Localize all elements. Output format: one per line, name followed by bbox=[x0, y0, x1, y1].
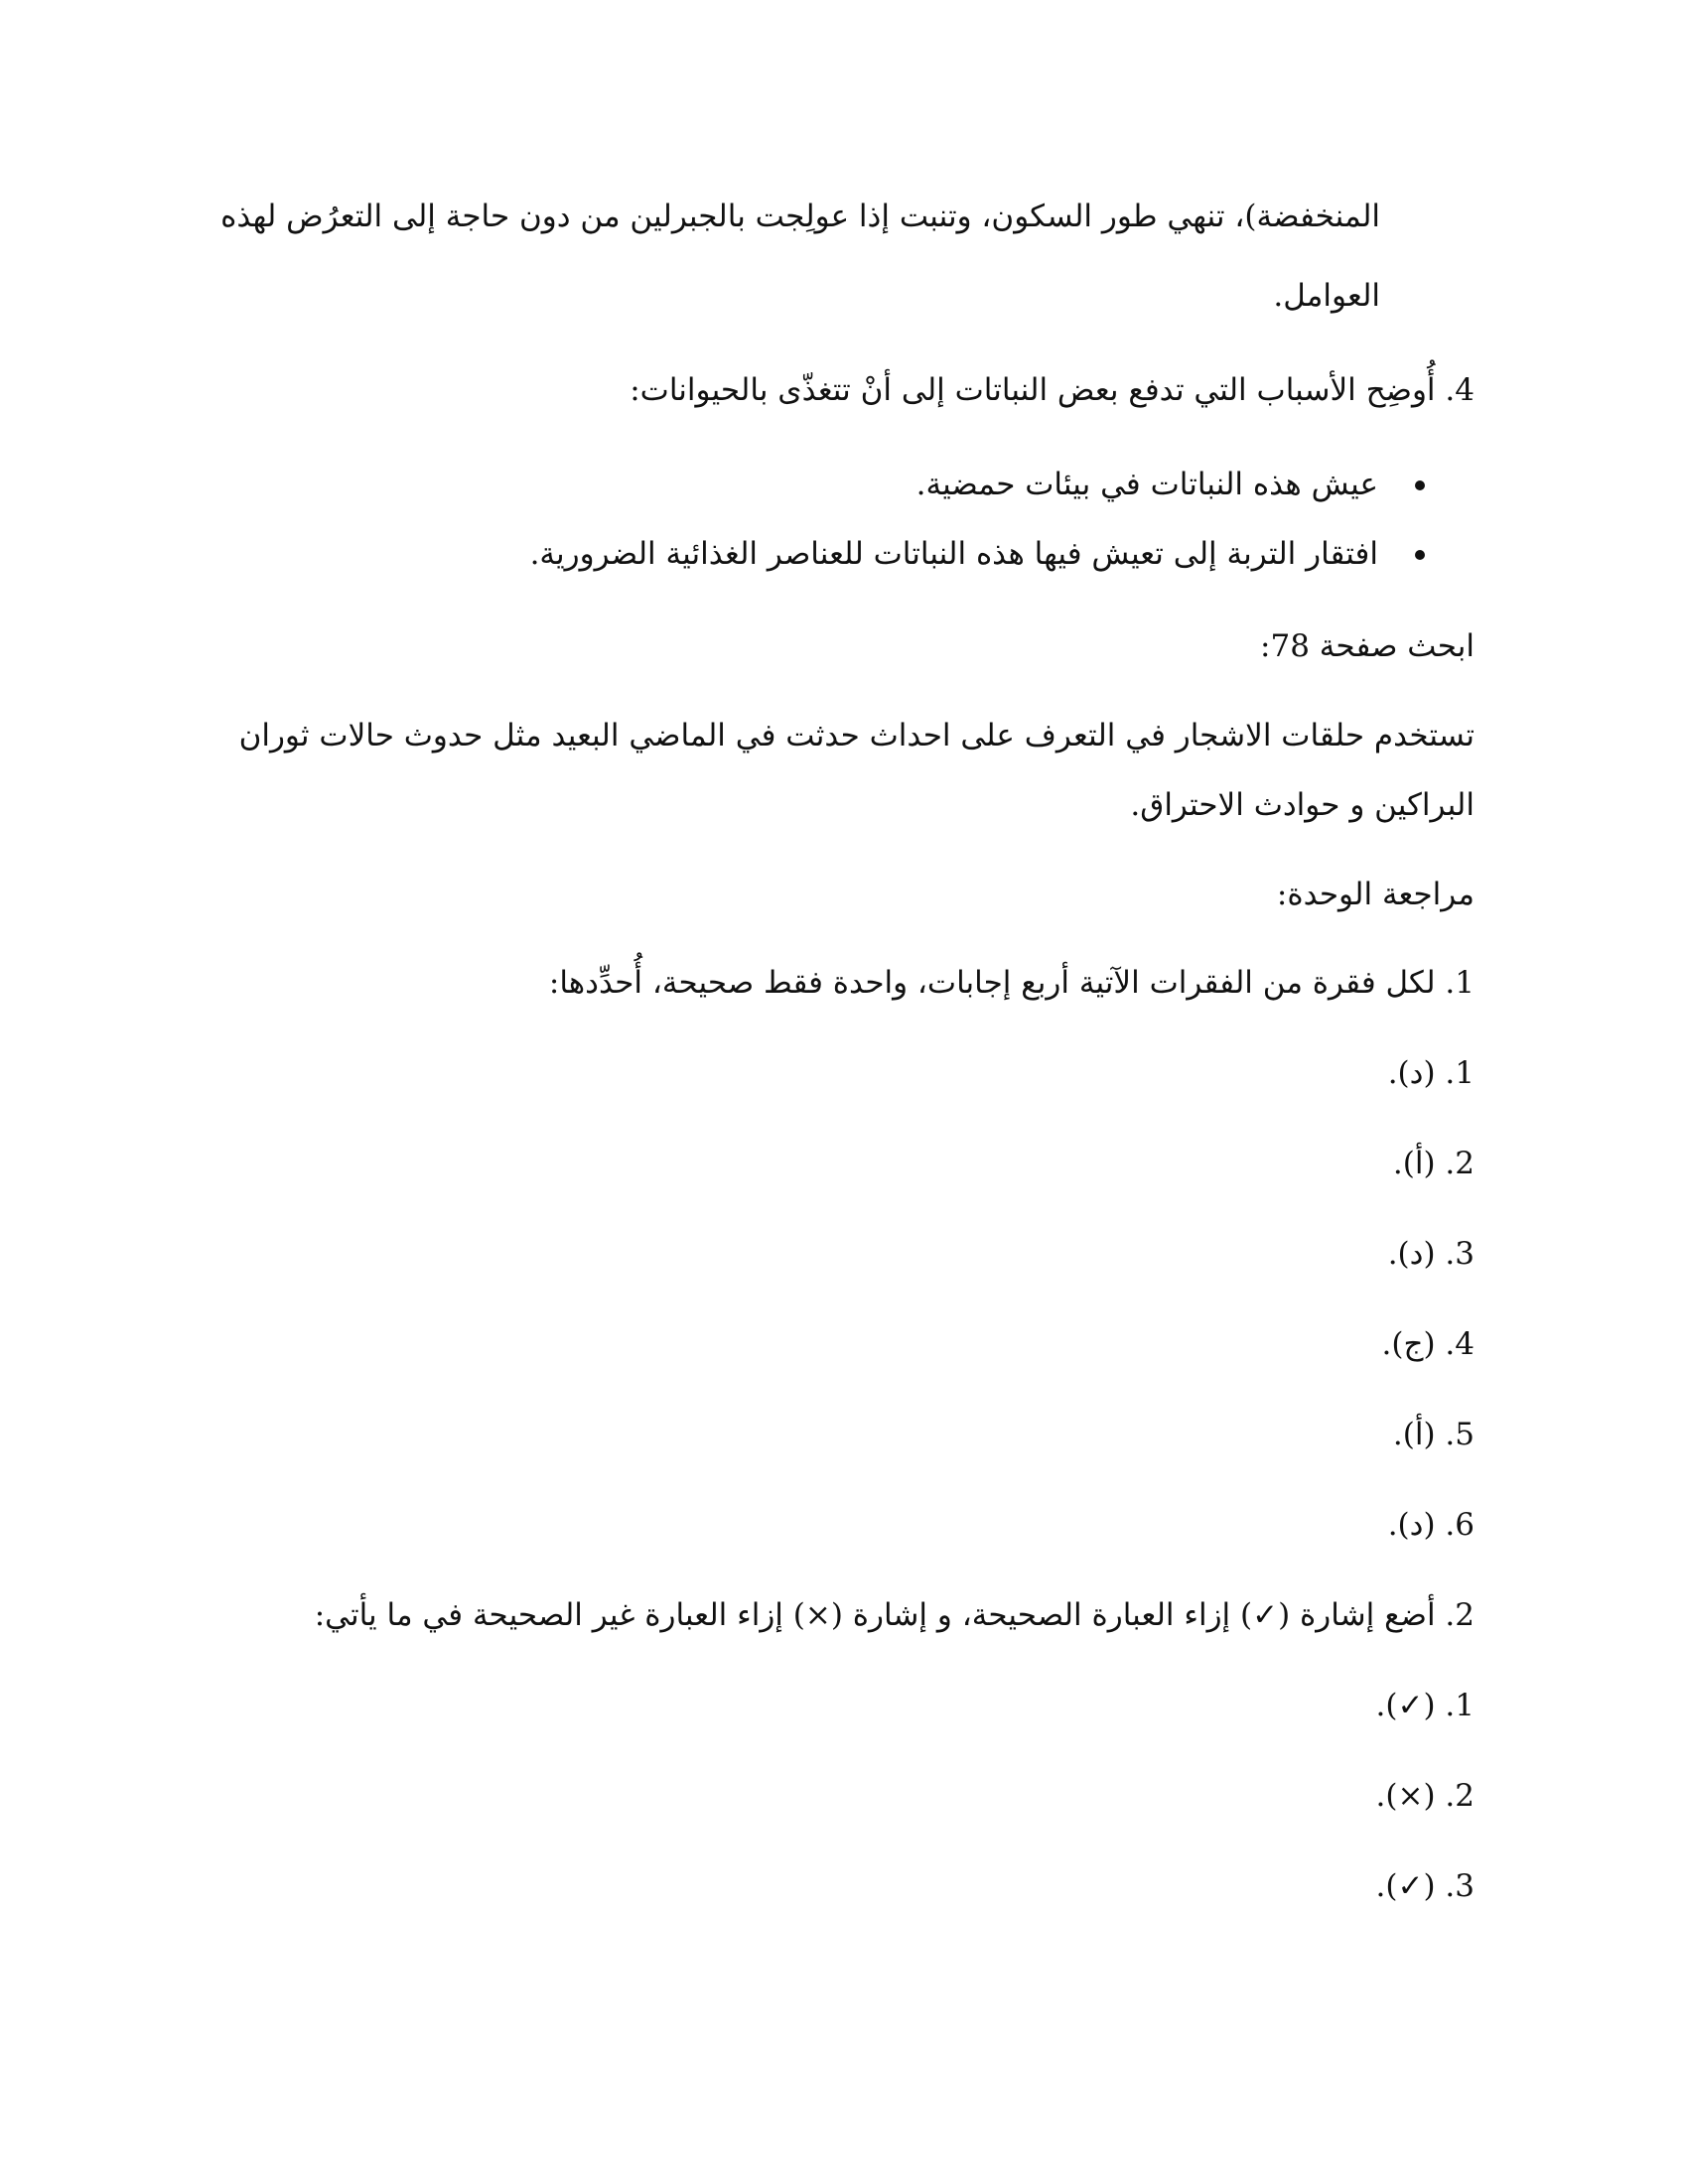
answer-1-2: 2. (أ). bbox=[1392, 1146, 1475, 1181]
answer-1-3: 3. (د). bbox=[1387, 1236, 1475, 1272]
answer-1-5: 5. (أ). bbox=[1392, 1417, 1475, 1452]
carryover-line-1: المنخفضة)، تنهي طور السكون، وتنبت إذا عولِجت بالجبرلين من دون حاجة إلى التعرُض لهذه bbox=[220, 199, 1380, 234]
search-line-1: تستخدم حلقات الاشجار في التعرف على احداث حدثت في الماضي البعيد مثل حدوث حالات ثوران bbox=[238, 718, 1475, 753]
answer-1-6: 6. (د). bbox=[1387, 1507, 1475, 1543]
answer-2-1: 1. (✓). bbox=[1375, 1688, 1475, 1723]
bullet-icon bbox=[1415, 480, 1425, 490]
search-line-2: البراكين و حوادث الاحتراق. bbox=[1130, 787, 1475, 823]
answer-2-2: 2. (×). bbox=[1375, 1778, 1475, 1814]
review-heading: مراجعة الوحدة: bbox=[1276, 877, 1475, 912]
answer-1-1: 1. (د). bbox=[1387, 1055, 1475, 1091]
answer-2-3: 3. (✓). bbox=[1375, 1868, 1475, 1904]
review-question-2-heading: 2. أضع إشارة (✓) إزاء العبارة الصحيحة، و إشارة (×) إزاء العبارة غير الصحيحة في ما يأتي: bbox=[314, 1597, 1475, 1633]
search-heading: ابحث صفحة 78: bbox=[1260, 628, 1475, 664]
question-4-bullet-2: افتقار التربة إلى تعيش فيها هذه النباتات للعناصر الغذائية الضرورية. bbox=[529, 536, 1378, 572]
carryover-line-2: العوامل. bbox=[1273, 278, 1380, 314]
question-4-bullet-1: عيش هذه النباتات في بيئات حمضية. bbox=[915, 467, 1378, 502]
review-question-1-heading: 1. لكل فقرة من الفقرات الآتية أربع إجابات، واحدة فقط صحيحة، أُحدِّدها: bbox=[548, 965, 1475, 1001]
bullet-icon bbox=[1415, 550, 1425, 560]
answer-1-4: 4. (ج). bbox=[1381, 1326, 1475, 1362]
question-4-heading: 4. أُوضِح الأسباب التي تدفع بعض النباتات إلى أنْ تتغذّى بالحيوانات: bbox=[630, 372, 1475, 408]
